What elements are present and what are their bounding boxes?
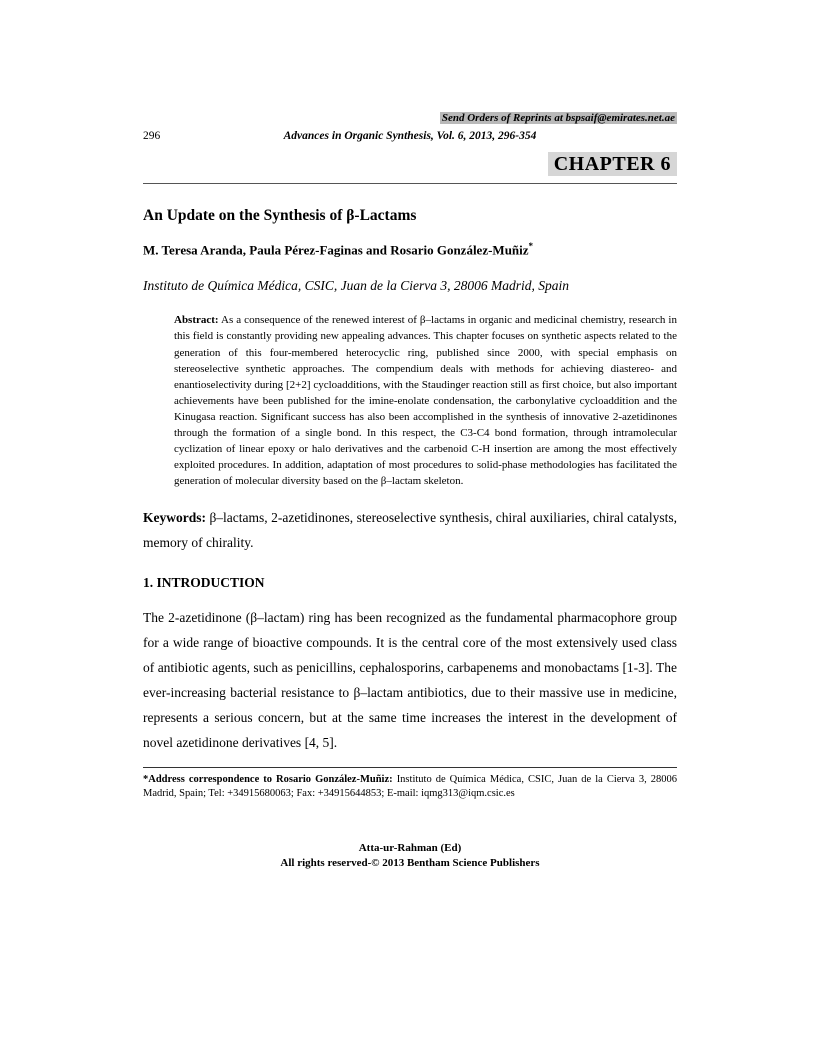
authors-footnote-marker: * <box>528 241 534 251</box>
page-content <box>143 112 677 871</box>
authors-names: M. Teresa Aranda, Paula Pérez-Faginas and Rosario González-Muñiz <box>143 242 529 258</box>
journal-header-line <box>143 129 677 143</box>
abstract-block <box>174 312 677 489</box>
keywords-label: Keywords: <box>143 510 206 526</box>
section-heading-introduction: 1. INTRODUCTION <box>143 575 265 591</box>
abstract-label: Abstract: <box>174 314 219 327</box>
book-footer <box>143 841 677 871</box>
abstract-text: As a consequence of the renewed interest of β–lactams in organic and medicinal chemistry, research in this field is constantly providing new appealing advances. This chapter focuses on synthetic aspects related to the generation of this four-membered heterocyclic ring, published since 2000, with special emphasis on stereoselective synthetic approaches. The compendium deals with methods for achieving diastereo- and enantioselectivity during [2+2] cycloadditions, with the Staudinger reaction still as first choice, but also important achievements have been published for the imine-enolate condensation, the carbonylative cycloaddition and the Kinugasa reaction. Significant success has also been accomplished in the synthesis of innovative 2-azetidinones through the formation of a single bond. In this respect, the C3-C4 bond formation, through intramolecular cyclization of linear epoxy or halo derivatives and the carbenoid C-H insertion are among the most effectively exploited procedures. In addition, adaptation of most procedures to solid-phase methodologies has facilitated the generation of molecular diversity based on the β–lactam skeleton. <box>174 314 677 488</box>
chapter-label: CHAPTER 6 <box>548 152 677 176</box>
footer-editor: Atta-ur-Rahman (Ed) <box>358 841 462 854</box>
keywords-text: β–lactams, 2-azetidinones, stereoselective synthesis, chiral auxiliaries, chiral catalysts, memory of chirality. <box>143 510 677 551</box>
journal-citation: Advances in Organic Synthesis, Vol. 6, 2013, 296-354 <box>283 130 537 142</box>
footer-rights: All rights reserved-© 2013 Bentham Science Publishers <box>280 856 540 869</box>
affiliation: Instituto de Química Médica, CSIC, Juan de la Cierva 3, 28006 Madrid, Spain <box>143 278 569 294</box>
chapter-header-line <box>143 151 677 179</box>
introduction-paragraph: The 2-azetidinone (β–lactam) ring has been recognized as the fundamental pharmacophore group for a wide range of bioactive compounds. It is the central core of the most extensively used class of antibiotic agents, such as penicillins, cephalosporins, carbapenems and monobactams [1-3]. The ever-increasing bacterial resistance to β–lactam antibiotics, due to their massive use in medicine, represents a serious concern, but at the same time increases the interest in the development of novel azetidinone derivatives [4, 5]. <box>143 610 677 751</box>
authors-line <box>143 241 677 258</box>
footnote-text: Instituto de Química Médica, CSIC, Juan de la Cierva 3, 28006 Madrid, Spain; Tel: +34915680063; Fax: +34915644853; E-mail: iqmg313@iqm.csic.es <box>143 774 678 800</box>
article-title: An Update on the Synthesis of β-Lactams <box>143 207 417 224</box>
reprint-notice: Send Orders of Reprints at bspsaif@emirates.net.ae <box>441 112 675 124</box>
reprint-notice-line <box>143 112 677 125</box>
page-number: 296 <box>143 130 161 142</box>
keywords-block <box>143 505 677 555</box>
footnote-label: *Address correspondence to Rosario González-Muñiz: <box>143 774 393 786</box>
header-divider <box>143 183 677 184</box>
correspondence-footnote <box>143 767 677 801</box>
